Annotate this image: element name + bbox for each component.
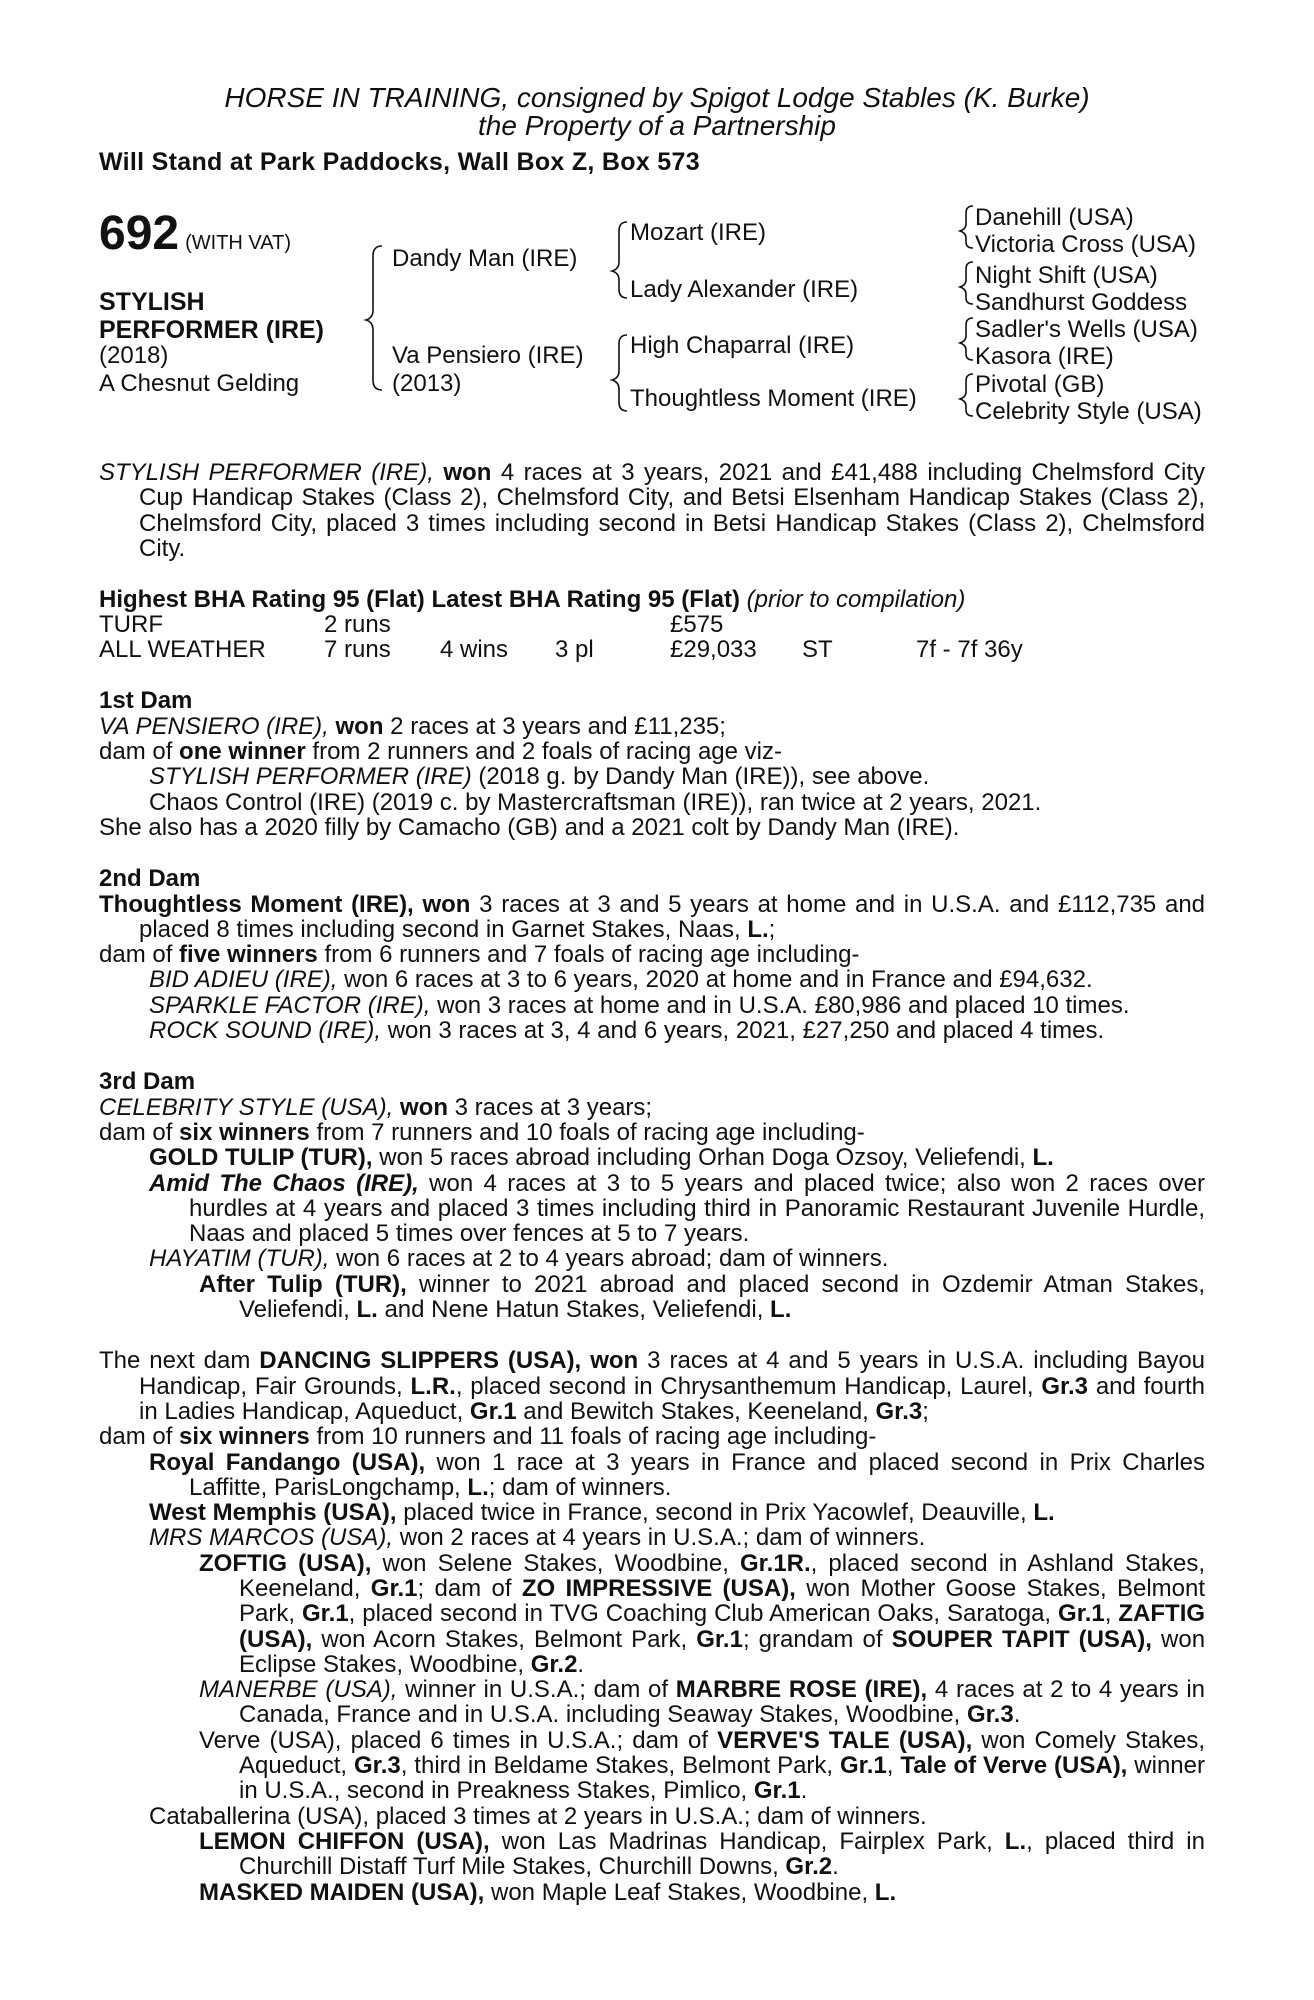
bha-rating: Highest BHA Rating 95 (Flat) Latest BHA Rating 95 (Flat) (prior to compilation) <box>99 586 966 614</box>
consignor-line: HORSE IN TRAINING, consigned by Spigot Lodge Stables (K. Burke) <box>224 82 1090 113</box>
second-dam-heading: 2nd Dam <box>99 865 201 893</box>
horse-name-line1: STYLISH <box>99 288 205 316</box>
second-dam-produce-1: BID ADIEU (IRE), won 6 races at 3 to 6 years, 2020 at home and in France and £94,632. <box>149 966 1093 994</box>
dam: Va Pensiero (IRE) <box>392 342 584 369</box>
owner-line: the Property of a Partnership <box>478 110 836 141</box>
next-dam-record: The next dam DANCING SLIPPERS (USA), won 3 races at 4 and 5 years in U.S.A. including Bayou Handicap, Fair Grounds, L.R., placed second in Chrysanthemum Handicap, Laurel, Gr.3 and fourth in Ladies Handicap, Aqueduct, Gr.1 and Bewitch Stakes, Keeneland, Gr.3; <box>99 1347 1206 1425</box>
horse-description: A Chesnut Gelding <box>99 370 300 397</box>
next-dam-produce: dam of six winners from 10 runners and 11 foals of racing age including- <box>99 1423 877 1451</box>
royal-fandango: Royal Fandango (USA), won 1 race at 3 years in France and placed second in Prix Charles Laffitte, ParisLongchamp, L.; dam of winners. <box>149 1448 1206 1501</box>
vat-note: (WITH VAT) <box>185 232 291 254</box>
third-dam-record: CELEBRITY STYLE (USA), won 3 races at 3 years; <box>99 1093 653 1121</box>
rating-row-turf: TURF 2 runs £575 <box>99 611 724 639</box>
dam-sire: High Chaparral (IRE) <box>630 332 855 359</box>
first-dam-heading: 1st Dam <box>99 687 193 715</box>
second-dam-record: Thoughtless Moment (IRE), won 3 races at 3 and 5 years at home and in U.S.A. and £112,735 and placed 8 times including second in Garnet Stakes, Naas, L.; <box>99 890 1206 943</box>
race-record: STYLISH PERFORMER (IRE), won 4 races at 3 years, 2021 and £41,488 including Chelmsford City Cup Handicap Stakes (Class 2), Chelmsford City, and Betsi Elsenham Handicap Stakes (Class 2), Chelmsford City, placed 3 times including second in Betsi Handicap Stakes (Class 2), Chelmsford City. <box>99 459 1205 562</box>
third-dam-produce-4: After Tulip (TUR), winner to 2021 abroad and placed second in Ozdemir Atman Stakes, Veliefendi, L. and Nene Hatun Stakes, Veliefendi, L. <box>199 1270 1206 1324</box>
west-memphis: West Memphis (USA), placed twice in France, second in Prix Yacowlef, Deauville, L. <box>149 1499 1055 1527</box>
verve: Verve (USA), placed 6 times in U.S.A.; dam of VERVE'S TALE (USA), won Comely Stakes, Aqueduct, Gr.3, third in Beldame Stakes, Belmont Park, Gr.1, Tale of Verve (USA), winner in U.S.A., second in Preakness Stakes, Pimlico, Gr.1. <box>199 1726 1205 1805</box>
dam-sire-sire: Sadler's Wells (USA) <box>975 316 1198 343</box>
dam-sire-dam: Kasora (IRE) <box>975 343 1114 370</box>
first-dam-produce: dam of one winner from 2 runners and 2 foals of racing age viz- <box>99 738 782 766</box>
second-dam-produce-3: ROCK SOUND (IRE), won 3 races at 3, 4 and 6 years, 2021, £27,250 and placed 4 times. <box>149 1017 1105 1045</box>
first-dam-record: VA PENSIERO (IRE), won 2 races at 3 years and £11,235; <box>99 712 726 740</box>
lemon-chiffon: LEMON CHIFFON (USA), won Las Madrinas Handicap, Fairplex Park, L., placed third in Churchill Distaff Turf Mile Stakes, Churchill Downs, Gr.2. <box>199 1827 1205 1881</box>
lot-number: 692 <box>99 207 180 260</box>
sire-dam: Lady Alexander (IRE) <box>630 276 859 303</box>
rating-row-all-weather: ALL WEATHER 7 runs 4 wins 3 pl £29,033 ST 7f - 7f 36y <box>99 636 1023 664</box>
sire-sire-sire: Danehill (USA) <box>975 204 1134 231</box>
dam-year: (2013) <box>392 370 462 397</box>
sire-dam-dam: Sandhurst Goddess <box>975 289 1188 316</box>
third-dam-produce-1: GOLD TULIP (TUR), won 5 races abroad including Orhan Doga Ozsoy, Veliefendi, L. <box>149 1144 1054 1172</box>
second-dam-produce-2: SPARKLE FACTOR (IRE), won 3 races at home and in U.S.A. £80,986 and placed 10 times. <box>149 991 1130 1019</box>
second-dam-produce: dam of five winners from 6 runners and 7 foals of racing age including- <box>99 941 860 969</box>
horse-year: (2018) <box>99 342 169 369</box>
first-dam-foal-2: Chaos Control (IRE) (2019 c. by Mastercraftsman (IRE)), ran twice at 2 years, 2021. <box>149 788 1042 816</box>
sire-sire-dam: Victoria Cross (USA) <box>975 231 1196 258</box>
catalogue-body <box>99 460 1205 1905</box>
stand-location: Will Stand at Park Paddocks, Wall Box Z, Box 573 <box>99 148 700 176</box>
manerbe: MANERBE (USA), winner in U.S.A.; dam of MARBRE ROSE (IRE), 4 races at 2 to 4 years in Canada, France and in U.S.A. including Seaway Stakes, Woodbine, Gr.3. <box>199 1676 1206 1729</box>
horse-name-line2: PERFORMER (IRE) <box>99 316 324 344</box>
sire: Dandy Man (IRE) <box>392 245 578 272</box>
cataballerina: Cataballerina (USA), placed 3 times at 2 years in U.S.A.; dam of winners. <box>149 1802 927 1830</box>
dam-dam-sire: Pivotal (GB) <box>975 371 1105 398</box>
third-dam-heading: 3rd Dam <box>99 1068 196 1096</box>
mrs-marcos: MRS MARCOS (USA), won 2 races at 4 years in U.S.A.; dam of winners. <box>149 1524 926 1552</box>
third-dam-produce-3: HAYATIM (TUR), won 6 races at 2 to 4 years abroad; dam of winners. <box>149 1245 889 1273</box>
first-dam-also: She also has a 2020 filly by Camacho (GB) and a 2021 colt by Dandy Man (IRE). <box>99 813 960 841</box>
third-dam-produce: dam of six winners from 7 runners and 10 foals of racing age including- <box>99 1118 865 1146</box>
zoftig: ZOFTIG (USA), won Selene Stakes, Woodbine, Gr.1R., placed second in Ashland Stakes, Keeneland, Gr.1; dam of ZO IMPRESSIVE (USA), won Mother Goose Stakes, Belmont Park, Gr.1, placed second in TVG Coaching Club American Oaks, Saratoga, Gr.1, ZAFTIG (USA), won Acorn Stakes, Belmont Park, Gr.1; grandam of SOUPER TAPIT (USA), won Eclipse Stakes, Woodbine, Gr.2. <box>199 1549 1206 1678</box>
first-dam-foal-1: STYLISH PERFORMER (IRE) (2018 g. by Dandy Man (IRE)), see above. <box>149 763 930 791</box>
masked-maiden: MASKED MAIDEN (USA), won Maple Leaf Stakes, Woodbine, L. <box>199 1878 897 1906</box>
dam-dam-dam: Celebrity Style (USA) <box>975 398 1202 425</box>
third-dam-produce-2: Amid The Chaos (IRE), won 4 races at 3 to 5 years and placed twice; also won 2 races over hurdles at 4 years and placed 3 times including third in Panoramic Restaurant Juvenile Hurdle, Naas and placed 5 times over fences at 5 to 7 years. <box>149 1169 1206 1248</box>
sire-dam-sire: Night Shift (USA) <box>975 262 1158 289</box>
dam-dam: Thoughtless Moment (IRE) <box>630 385 917 412</box>
sire-sire: Mozart (IRE) <box>630 219 767 246</box>
